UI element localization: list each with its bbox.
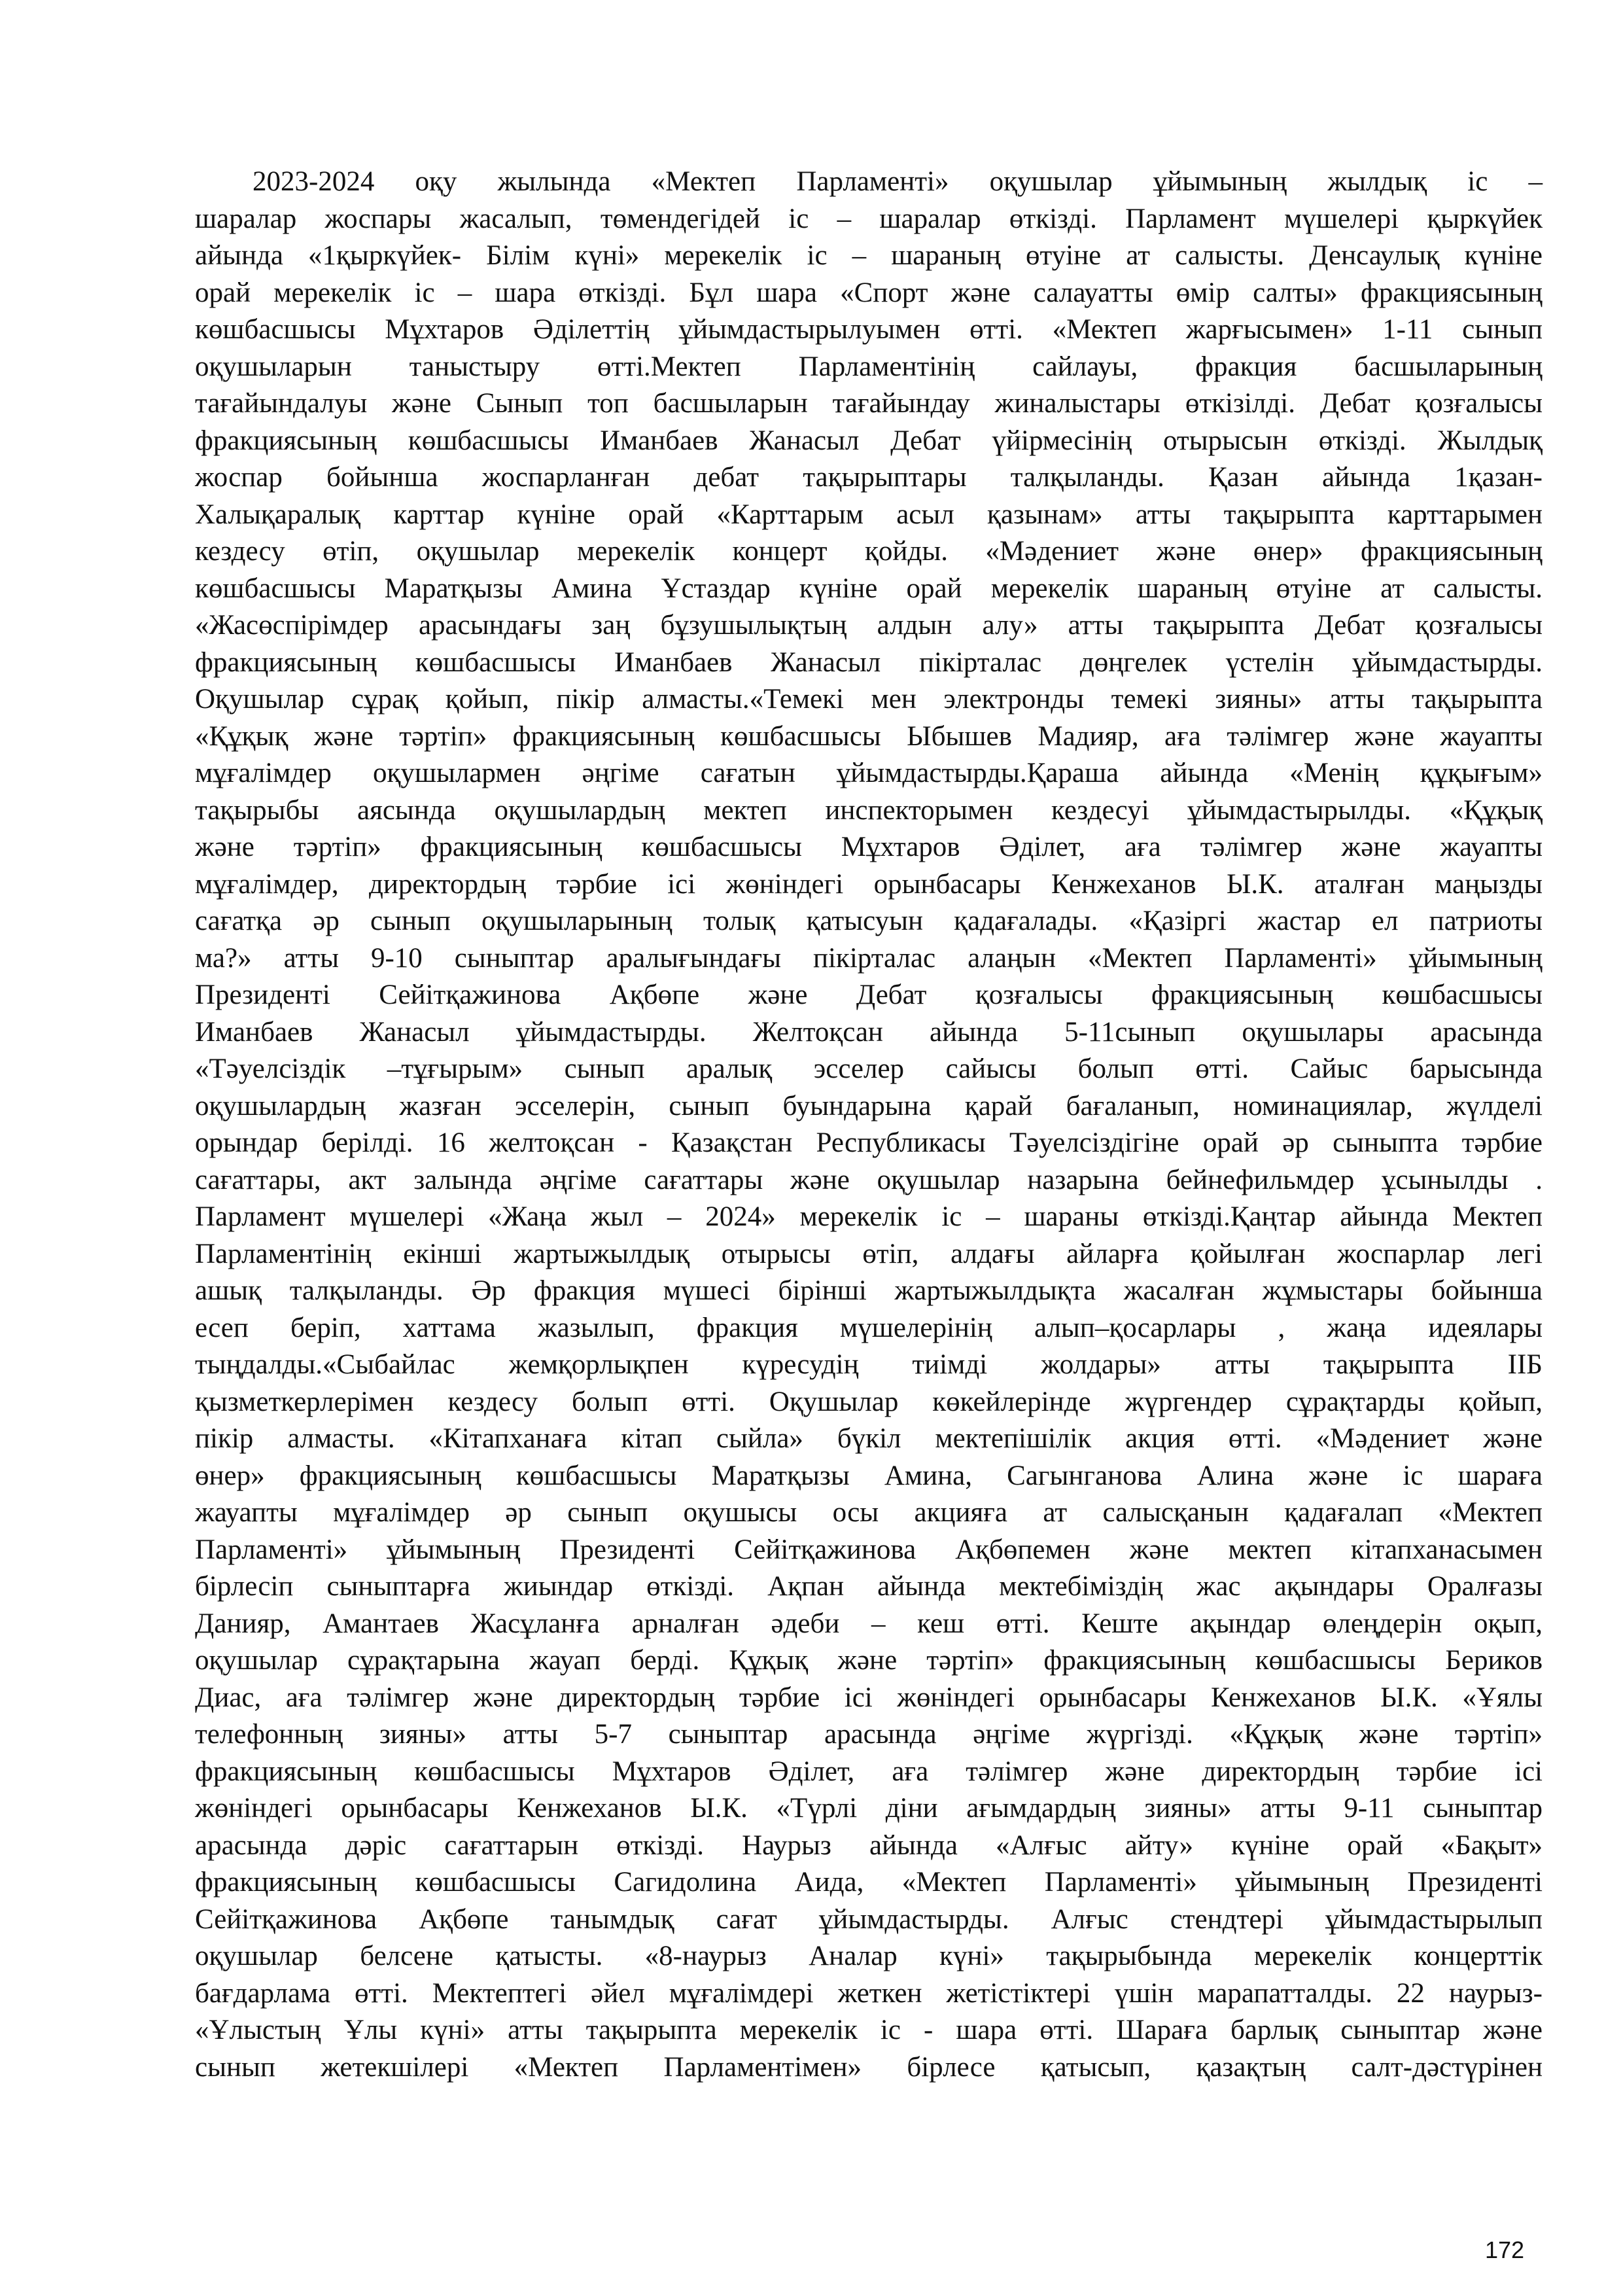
text-line: телефонның зияны» атты 5-7 сыныптар арасында әңгіме жүргізді. «Құқық және тәртіп» <box>195 1719 1543 1750</box>
text-line: қызметкерлерімен кездесу болып өтті. Оқушылар көкейлерінде жүргендер сұрақтарды қойып, <box>195 1386 1543 1417</box>
text-line: фракциясының көшбасшысы Иманбаев Жанасыл Дебат үйірмесінің отырысын өткізді. Жылдық <box>195 425 1543 456</box>
text-line: өнер» фракциясының көшбасшысы Маратқызы Амина, Сагынганова Алина және іс шараға <box>195 1460 1543 1491</box>
text-line: «Тәуелсіздік –тұғырым» сынып аралық эсселер сайысы болып өтті. Сайыс барысында <box>195 1053 1543 1084</box>
text-line: Оқушылар сұрақ қойып, пікір алмасты.«Темекі мен электронды темекі зияны» атты тақырыпта <box>195 684 1543 715</box>
text-line: Данияр, Амантаев Жасұланға арналған әдеби – кеш өтті. Кеште ақындар өлеңдерін оқып, <box>195 1608 1543 1639</box>
text-line: арасында дәріс сағаттарын өткізді. Наурыз айында «Алғыс айту» күніне орай «Бақыт» <box>195 1829 1543 1861</box>
text-line: орай мерекелік іс – шара өткізді. Бұл шара «Спорт және салауатты өмір салты» фракциясының <box>195 277 1543 308</box>
text-line: мұғалімдер оқушылармен әңгіме сағатын ұйымдастырды.Қараша айында «Менің құқығым» <box>195 758 1543 788</box>
text-line: бағдарлама өтті. Мектептегі әйел мұғалімдері жеткен жетістіктері үшін марапатталды. 22 наурыз- <box>195 1977 1543 2009</box>
text-line: есеп беріп, хаттама жазылып, фракция мүшелерінің алып–қосарлары , жаңа идеялары <box>195 1312 1543 1343</box>
text-line: жөніндегі орынбасары Кенжеханов Ы.К. «Түрлі діни ағымдардың зияны» атты 9-11 сыныптар <box>195 1793 1543 1824</box>
text-line: айында «1қыркүйек- Білім күні» мерекелік іс – шараның өтуіне ат салысты. Денсаулық күніне <box>195 240 1543 271</box>
text-line: мұғалімдер, директордың тәрбие ісі жөніндегі орынбасары Кенжеханов Ы.К. аталған маңызды <box>195 868 1543 900</box>
body-paragraph <box>195 164 1543 2086</box>
text-line: Парламент мүшелері «Жаңа жыл – 2024» мерекелік іс – шараны өткізді.Қаңтар айында Мектеп <box>195 1201 1543 1232</box>
text-line: және тәртіп» фракциясының көшбасшысы Мұхтаров Әділет, аға тәлімгер және жауапты <box>195 832 1543 862</box>
text-line: кездесу өтіп, оқушылар мерекелік концерт қойды. «Мәдениет және өнер» фракциясының <box>195 536 1543 567</box>
text-line: «Жасөспірімдер арасындағы заң бұзушылықтың алдын алу» атты тақырыпта Дебат қозғалысы <box>195 610 1543 641</box>
text-line: сағатқа әр сынып оқушыларының толық қатысуын қадағалады. «Қазіргі жастар ел патриоты <box>195 906 1543 936</box>
text-line: тыңдалды.«Сыбайлас жемқорлықпен күресудің тиімді жолдары» атты тақырыпта ІІБ <box>195 1349 1543 1380</box>
text-line: тағайындалуы және Сынып топ басшыларын тағайындау жиналыстары өткізілді. Дебат қозғалысы <box>195 388 1543 419</box>
text-line: фракциясының көшбасшысы Иманбаев Жанасыл пікірталас дөңгелек үстелін ұйымдастырды. <box>195 646 1543 678</box>
text-line: «Ұлыстың Ұлы күні» атты тақырыпта мерекелік іс - шара өтті. Шараға барлық сыныптар және <box>195 2015 1543 2045</box>
text-line: көшбасшысы Мұхтаров Әділеттің ұйымдастырылуымен өтті. «Мектеп жарғысымен» 1-11 сынып <box>195 314 1543 345</box>
text-line: бірлесіп сыныптарға жиындар өткізді. Ақпан айында мектебіміздің жас ақындары Оралғазы <box>195 1571 1543 1602</box>
text-line: Халықаралық карттар күніне орай «Карттарым асыл қазынам» атты тақырыпта карттарымен <box>195 499 1543 530</box>
text-line: Диас, аға тәлімгер және директордың тәрбие ісі жөніндегі орынбасары Кенжеханов Ы.К. «Ұялы <box>195 1682 1543 1713</box>
text-line: оқушылардың жазған эсселерін, сынып буындарына қарай бағаланып, номинациялар, жүлделі <box>195 1090 1543 1122</box>
text-line: жауапты мұғалімдер әр сынып оқушысы осы акцияға ат салысқанын қадағалап «Мектеп <box>195 1497 1543 1528</box>
text-line: Парламенті» ұйымының Президенті Сейітқажинова Ақбөпемен және мектеп кітапханасымен <box>195 1534 1543 1565</box>
text-line: Президенті Сейітқажинова Ақбөпе және Дебат қозғалысы фракциясының көшбасшысы <box>195 980 1543 1010</box>
text-line: шаралар жоспары жасалып, төмендегідей іс – шаралар өткізді. Парламент мүшелері қыркүйек <box>195 203 1543 234</box>
text-line: пікір алмасты. «Кітапханаға кітап сыйла» бүкіл мектепішілік акция өтті. «Мәдениет және <box>195 1423 1543 1454</box>
text-line: ашық талқыланды. Әр фракция мүшесі бірінші жартыжылдықта жасалған жұмыстары бойынша <box>195 1275 1543 1306</box>
text-line: оқушыларын таныстыру өтті.Мектеп Парламентінің сайлауы, фракция басшыларының <box>195 351 1543 382</box>
text-line: фракциясының көшбасшысы Мұхтаров Әділет, аға тәлімгер және директордың тәрбие ісі <box>195 1756 1543 1787</box>
text-line: Сейітқажинова Ақбөпе танымдық сағат ұйымдастырды. Алғыс стендтері ұйымдастырылып <box>195 1903 1543 1935</box>
text-line: фракциясының көшбасшысы Сагидолина Аида, «Мектеп Парламенті» ұйымының Президенті <box>195 1867 1543 1898</box>
page-number: 172 <box>1485 2236 1525 2263</box>
text-line: оқушылар белсене қатысты. «8-наурыз Аналар күні» тақырыбында мерекелік концерттік <box>195 1941 1543 1971</box>
text-line: 2023-2024 оқу жылында «Мектеп Парламенті» оқушылар ұйымының жылдық іс – <box>253 166 1543 197</box>
text-line: сынып жетекшілері «Мектеп Парламентімен» бірлесе қатысып, қазақтың салт-дәстүрінен <box>195 2051 1543 2083</box>
text-line: ма?» атты 9-10 сыныптар аралығындағы пікірталас алаңын «Мектеп Парламенті» ұйымының <box>195 942 1543 974</box>
text-line: тақырыбы аясында оқушылардың мектеп инспекторымен кездесуі ұйымдастырылды. «Құқық <box>195 794 1543 826</box>
text-line: «Құқық және тәртіп» фракциясының көшбасшысы Ыбышев Мадияр, аға тәлімгер және жауапты <box>195 720 1543 752</box>
text-line: оқушылар сұрақтарына жауап берді. Құқық және тәртіп» фракциясының көшбасшысы Бериков <box>195 1645 1543 1676</box>
text-line: жоспар бойынша жоспарланған дебат тақырыптары талқыланды. Қазан айында 1қазан- <box>195 462 1543 493</box>
text-line: көшбасшысы Маратқызы Амина Ұстаздар күніне орай мерекелік шараның өтуіне ат салысты. <box>195 573 1543 604</box>
text-line: орындар берілді. 16 желтоқсан - Қазақстан Республикасы Тәуелсіздігіне орай әр сыныпта тәрбие <box>195 1127 1543 1158</box>
text-line: Иманбаев Жанасыл ұйымдастырды. Желтоқсан айында 5-11сынып оқушылары арасында <box>195 1016 1543 1048</box>
text-line: Парламентінің екінші жартыжылдық отырысы өтіп, алдағы айларға қойылған жоспарлар легі <box>195 1238 1543 1269</box>
text-line: сағаттары, акт залында әңгіме сағаттары және оқушылар назарына бейнефильмдер ұсынылды . <box>195 1164 1543 1195</box>
